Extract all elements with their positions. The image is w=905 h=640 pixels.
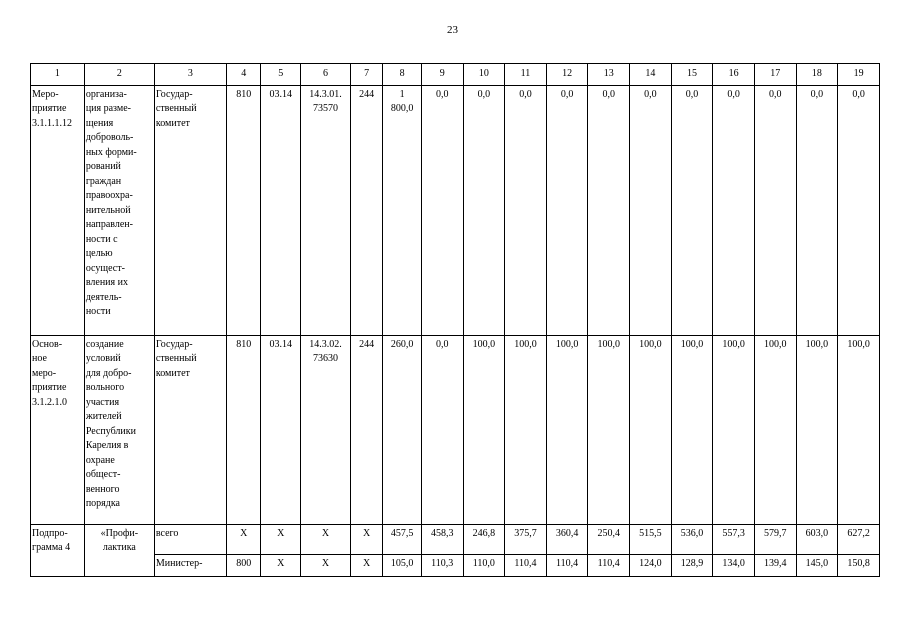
value-cell: 0,0 [463,85,505,335]
value-cell: 0,0 [588,85,630,335]
value-cell: 110,4 [546,554,588,576]
value-cell: 375,7 [505,524,547,554]
target-article: 14.3.02. 73630 [301,335,351,524]
value-cell: 0,0 [630,85,672,335]
value-cell: 0,0 [754,85,796,335]
grbs-code: X [226,524,261,554]
header-cell: 7 [350,64,382,86]
value-cell: 0,0 [505,85,547,335]
value-cell: 0,0 [796,85,838,335]
header-cell: 4 [226,64,261,86]
table-row [31,554,880,576]
header-cell: 13 [588,64,630,86]
value-cell: 100,0 [796,335,838,524]
value-cell: 458,3 [421,524,463,554]
value-cell: 150,8 [838,554,880,576]
value-cell: 110,3 [421,554,463,576]
header-cell: 11 [505,64,547,86]
section-code: X [261,524,301,554]
page-number: 23 [447,24,458,36]
value-cell: 579,7 [754,524,796,554]
header-row [31,64,880,86]
value-cell: 1 800,0 [383,85,422,335]
value-cell: 515,5 [630,524,672,554]
subprogram-title: «Профи- лактика [84,524,154,576]
target-article: X [301,524,351,554]
value-cell: 536,0 [671,524,713,554]
value-cell: 360,4 [546,524,588,554]
header-cell: 10 [463,64,505,86]
expense-type: 244 [350,85,382,335]
header-cell: 18 [796,64,838,86]
header-cell: 9 [421,64,463,86]
expense-type: 244 [350,335,382,524]
subprogram-code: Подпро- грамма 4 [31,524,85,576]
table-row [31,335,880,524]
header-cell: 12 [546,64,588,86]
header-cell: 14 [630,64,672,86]
header-cell: 8 [383,64,422,86]
value-cell: 139,4 [754,554,796,576]
value-cell: 603,0 [796,524,838,554]
budget-table [30,63,880,577]
grbs-code: 810 [226,85,261,335]
header-cell: 15 [671,64,713,86]
value-cell: 100,0 [630,335,672,524]
value-cell: 557,3 [713,524,755,554]
value-cell: 145,0 [796,554,838,576]
value-cell: 110,4 [588,554,630,576]
value-cell: 100,0 [671,335,713,524]
table-row [31,524,880,554]
value-cell: 100,0 [588,335,630,524]
header-cell: 6 [301,64,351,86]
value-cell: 100,0 [546,335,588,524]
header-cell: 16 [713,64,755,86]
activity-description: создание условий для добро- вольного участия жителей Республики Карелия в охране общест- венного порядка [84,335,154,524]
header-cell: 2 [84,64,154,86]
value-cell: 124,0 [630,554,672,576]
value-cell: 128,9 [671,554,713,576]
value-cell: 260,0 [383,335,422,524]
value-cell: 0,0 [421,335,463,524]
value-cell: 100,0 [505,335,547,524]
value-cell: 100,0 [463,335,505,524]
value-cell: 110,0 [463,554,505,576]
value-cell: 627,2 [838,524,880,554]
activity-code: Основ- ное меро- приятие 3.1.2.1.0 [31,335,85,524]
expense-type: X [350,554,382,576]
responsible-body: всего [154,524,226,554]
section-code: X [261,554,301,576]
header-cell: 3 [154,64,226,86]
value-cell: 0,0 [713,85,755,335]
value-cell: 0,0 [421,85,463,335]
value-cell: 134,0 [713,554,755,576]
header-cell: 1 [31,64,85,86]
value-cell: 0,0 [546,85,588,335]
header-cell: 19 [838,64,880,86]
value-cell: 246,8 [463,524,505,554]
responsible-body: Министер- [154,554,226,576]
section-code: 03.14 [261,335,301,524]
responsible-body: Государ- ственный комитет [154,85,226,335]
section-code: 03.14 [261,85,301,335]
target-article: X [301,554,351,576]
grbs-code: 800 [226,554,261,576]
grbs-code: 810 [226,335,261,524]
value-cell: 100,0 [754,335,796,524]
value-cell: 105,0 [383,554,422,576]
header-cell: 17 [754,64,796,86]
activity-description: организа- ция разме- щения доброволь- ных форми- рований граждан правоохра- нительной направлен- ности с целью осущест- вления их деятель- ности [84,85,154,335]
table-row [31,85,880,335]
responsible-body: Государ- ственный комитет [154,335,226,524]
value-cell: 100,0 [713,335,755,524]
value-cell: 0,0 [671,85,713,335]
value-cell: 457,5 [383,524,422,554]
expense-type: X [350,524,382,554]
header-cell: 5 [261,64,301,86]
value-cell: 110,4 [505,554,547,576]
value-cell: 250,4 [588,524,630,554]
value-cell: 100,0 [838,335,880,524]
value-cell: 0,0 [838,85,880,335]
target-article: 14.3.01. 73570 [301,85,351,335]
activity-code: Меро- приятие 3.1.1.1.12 [31,85,85,335]
